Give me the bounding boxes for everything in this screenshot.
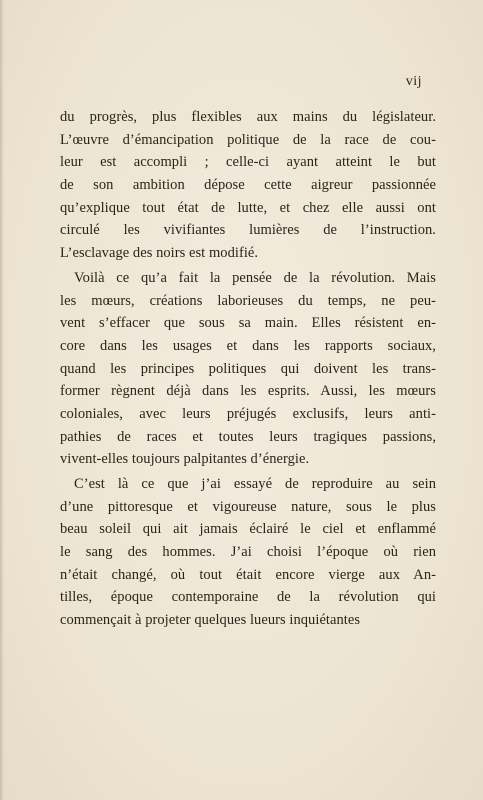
text-line: C’est là ce que j’ai essayé de reproduire au sein: [74, 476, 436, 492]
text-line: quand les principes politiques qui doivent les trans-: [60, 360, 436, 377]
page-edge-shadow: [0, 0, 4, 800]
text-line: leur est accompli ; celle-ci ayant atteint le but: [60, 154, 436, 171]
text-line: pathies de races et toutes leurs tragiques passions,: [60, 428, 436, 445]
text-line: coloniales, avec leurs préjugés exclusifs, leurs anti-: [60, 405, 436, 422]
text-line: d’une pittoresque et vigoureuse nature, sous le plus: [60, 498, 436, 515]
paragraph: [60, 473, 436, 632]
text-line: tilles, époque contemporaine de la révolution qui: [60, 589, 436, 606]
text-line: vivent-elles toujours palpitantes d’énergie.: [60, 451, 310, 468]
text-line: former règnent déjà dans les esprits. Aussi, les mœurs: [60, 383, 436, 400]
text-line: vent s’effacer que sous sa main. Elles résistent en-: [60, 315, 436, 332]
text-line: circulé les vivifiantes lumières de l’instruction.: [60, 222, 436, 239]
text-line: beau soleil qui ait jamais éclairé le ciel et enflammé: [60, 521, 436, 538]
text-line: commençait à projeter quelques lueurs inquiétantes: [60, 612, 361, 629]
text-line: de son ambition dépose cette aigreur passionnée: [60, 177, 436, 194]
text-line: du progrès, plus flexibles aux mains du législateur.: [60, 109, 436, 125]
text-line: core dans les usages et dans les rapports sociaux,: [60, 337, 436, 354]
body-text: [60, 106, 436, 632]
text-line: L’esclavage des noirs est modifié.: [60, 245, 259, 262]
page-number: vij: [405, 74, 422, 89]
paragraph: [60, 267, 436, 471]
paragraph: [60, 106, 436, 265]
text-line: n’était changé, où tout était encore vierge aux An-: [60, 566, 436, 583]
text-line: les mœurs, créations laborieuses du temps, ne peu-: [60, 292, 436, 309]
text-line: le sang des hommes. J’ai choisi l’époque où rien: [60, 544, 436, 561]
text-line: qu’explique tout état de lutte, et chez elle aussi ont: [60, 199, 436, 216]
text-line: Voilà ce qu’a fait la pensée de la révolution. Mais: [74, 269, 436, 286]
text-line: L’œuvre d’émancipation politique de la race de cou-: [60, 131, 436, 148]
